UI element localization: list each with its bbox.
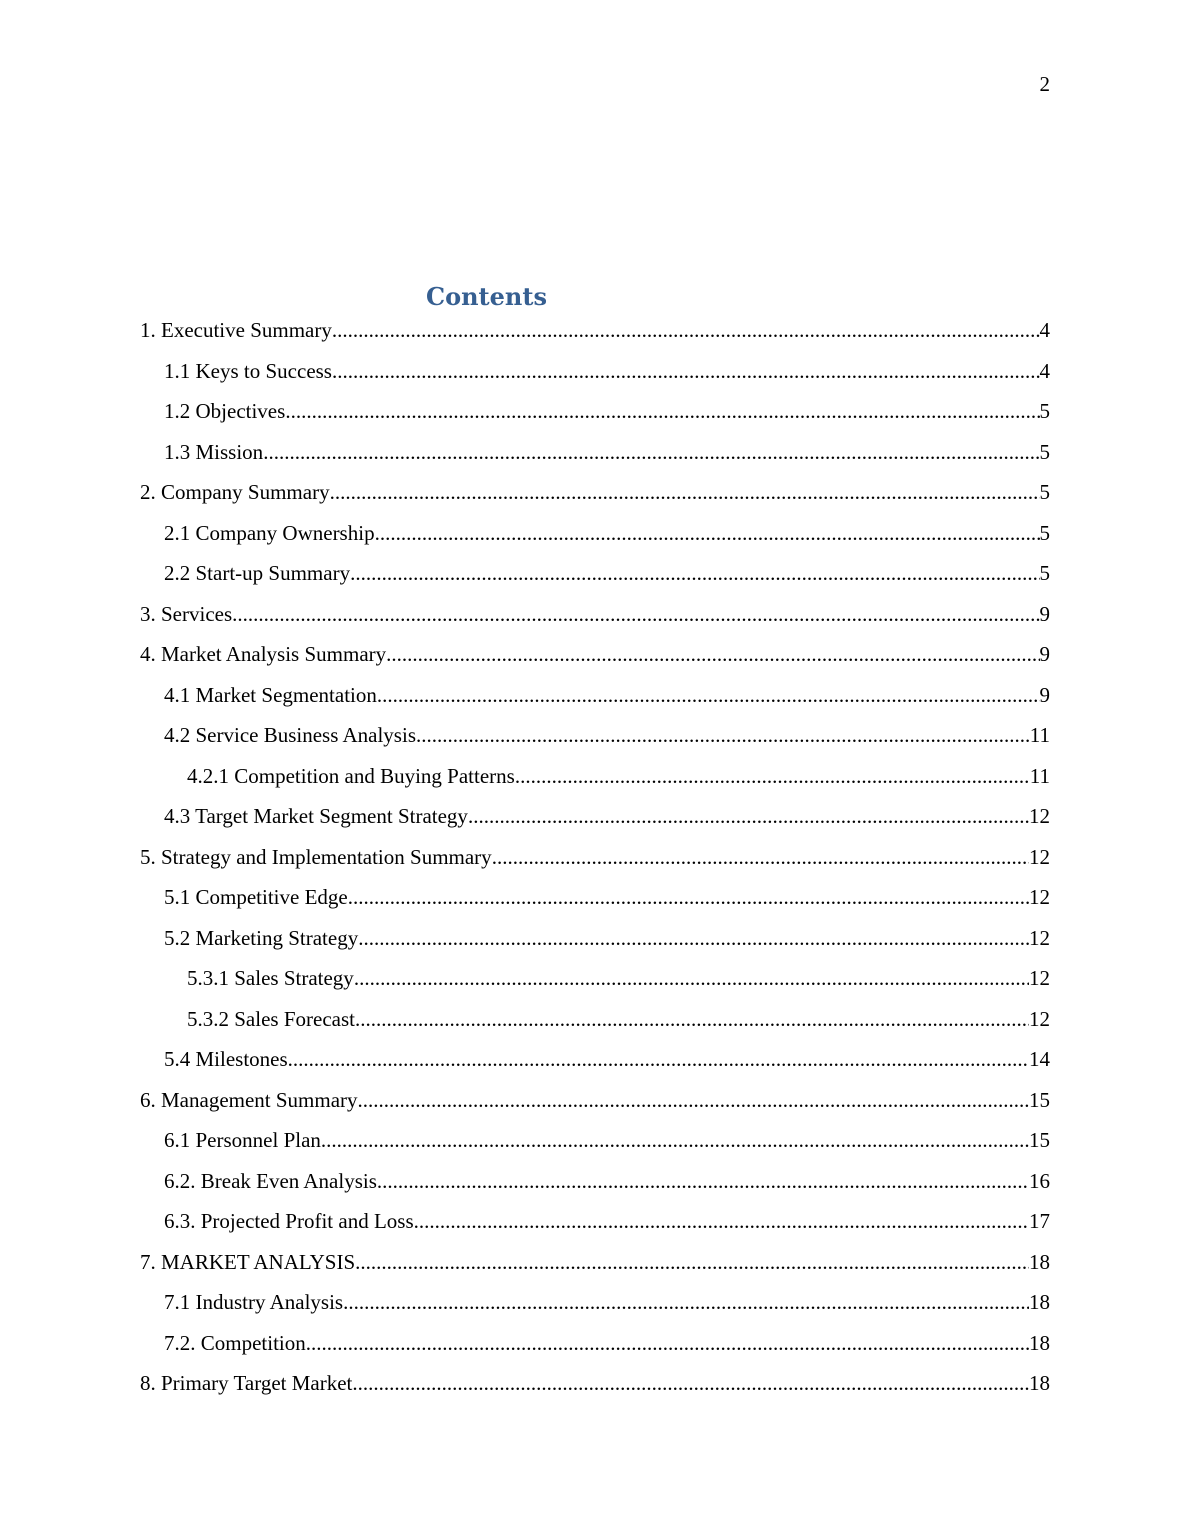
toc-entry-label[interactable]: 2. Company Summary — [140, 480, 330, 504]
toc-entry-page-number[interactable]: 9 — [1039, 642, 1050, 666]
toc-entry-page-number[interactable]: 4 — [1039, 318, 1050, 342]
toc-entry-page-number[interactable]: 5 — [1039, 439, 1050, 464]
toc-entry[interactable] — [140, 883, 1050, 924]
toc-entry-page-number[interactable]: 4 — [1039, 358, 1050, 383]
toc-dot-leader — [354, 964, 1029, 992]
toc-entry-page-number[interactable]: 12 — [1029, 804, 1050, 828]
toc-entry-label[interactable]: 4.2.1 Competition and Buying Patterns — [187, 763, 515, 788]
toc-entry[interactable] — [140, 1126, 1050, 1167]
toc-entry[interactable] — [140, 1288, 1050, 1329]
toc-entry-page-number[interactable]: 5 — [1039, 399, 1050, 423]
toc-entry-label[interactable]: 2.1 Company Ownership — [164, 520, 375, 545]
toc-entry-page-number[interactable]: 12 — [1029, 885, 1050, 909]
toc-entry[interactable] — [140, 1369, 1050, 1410]
toc-entry-page-number[interactable]: 18 — [1029, 1290, 1050, 1314]
toc-entry-page-number[interactable]: 15 — [1029, 1087, 1050, 1112]
toc-entry-page-number[interactable]: 17 — [1029, 1209, 1050, 1233]
toc-dot-leader — [232, 600, 1039, 628]
toc-entry[interactable] — [140, 721, 1050, 762]
toc-entry-page-number[interactable]: 18 — [1029, 1249, 1050, 1274]
toc-dot-leader — [416, 721, 1030, 749]
toc-entry-label[interactable]: 6.3. Projected Profit and Loss — [164, 1209, 414, 1233]
toc-entry-label[interactable]: 5.3.1 Sales Strategy — [187, 966, 354, 990]
toc-entry[interactable] — [140, 519, 1050, 560]
toc-dot-leader — [332, 357, 1040, 385]
toc-entry[interactable] — [140, 357, 1050, 398]
toc-entry-label[interactable]: 1.2 Objectives — [164, 399, 286, 423]
toc-entry[interactable] — [140, 559, 1050, 600]
toc-entry-label[interactable]: 7.2. Competition — [164, 1330, 306, 1355]
toc-entry-page-number[interactable]: 11 — [1029, 763, 1050, 788]
toc-entry-page-number[interactable]: 12 — [1029, 1006, 1050, 1031]
toc-entry[interactable] — [140, 802, 1050, 843]
toc-dot-leader — [348, 883, 1029, 911]
toc-entry-page-number[interactable]: 12 — [1029, 844, 1050, 869]
toc-entry[interactable] — [140, 681, 1050, 722]
toc-entry-label[interactable]: 5.2 Marketing Strategy — [164, 925, 359, 950]
toc-dot-leader — [350, 559, 1039, 587]
toc-entry[interactable] — [140, 1167, 1050, 1208]
toc-entry-page-number[interactable]: 9 — [1039, 601, 1050, 626]
toc-dot-leader — [492, 843, 1029, 871]
toc-entry[interactable] — [140, 438, 1050, 479]
toc-dot-leader — [352, 1369, 1029, 1397]
toc-entry-label[interactable]: 5.4 Milestones — [164, 1047, 288, 1071]
toc-dot-leader — [306, 1329, 1029, 1357]
toc-entry-page-number[interactable]: 16 — [1029, 1168, 1050, 1193]
toc-entry-label[interactable]: 6. Management Summary — [140, 1087, 358, 1112]
toc-entry[interactable] — [140, 1005, 1050, 1046]
toc-entry[interactable] — [140, 397, 1050, 438]
toc-dot-leader — [375, 519, 1040, 547]
toc-entry-label[interactable]: 4.1 Market Segmentation — [164, 682, 377, 707]
toc-dot-leader — [321, 1126, 1029, 1154]
toc-entry-page-number[interactable]: 18 — [1029, 1371, 1050, 1395]
toc-dot-leader — [386, 640, 1039, 668]
toc-title: Contents — [426, 282, 547, 311]
toc-dot-leader — [288, 1045, 1029, 1073]
toc-entry-label[interactable]: 6.2. Break Even Analysis — [164, 1168, 377, 1193]
toc-entry[interactable] — [140, 924, 1050, 965]
toc-entry-page-number[interactable]: 18 — [1029, 1330, 1050, 1355]
toc-dot-leader — [358, 924, 1029, 952]
toc-entry-label[interactable]: 5.1 Competitive Edge — [164, 885, 348, 909]
toc-dot-leader — [377, 1167, 1029, 1195]
toc-entry[interactable] — [140, 1248, 1050, 1289]
toc-entry[interactable] — [140, 478, 1050, 519]
toc-entry-label[interactable]: 4.2 Service Business Analysis — [164, 723, 416, 747]
toc-entry[interactable] — [140, 640, 1050, 681]
toc-entry-label[interactable]: 6.1 Personnel Plan — [164, 1128, 321, 1152]
toc-entry-label[interactable]: 3. Services — [140, 601, 233, 626]
toc-entry[interactable] — [140, 843, 1050, 884]
toc-dot-leader — [414, 1207, 1029, 1235]
toc-entry-page-number[interactable]: 5 — [1039, 561, 1050, 585]
toc-dot-leader — [330, 478, 1040, 506]
toc-entry[interactable] — [140, 1086, 1050, 1127]
toc-entry-label[interactable]: 1. Executive Summary — [140, 318, 332, 342]
toc-entry-page-number[interactable]: 5 — [1039, 480, 1050, 504]
toc-dot-leader — [343, 1288, 1029, 1316]
toc-entry-page-number[interactable]: 15 — [1029, 1128, 1050, 1152]
toc-entry[interactable] — [140, 1207, 1050, 1248]
toc-entry-label[interactable]: 2.2 Start-up Summary — [164, 561, 351, 585]
toc-dot-leader — [263, 438, 1039, 466]
toc-entry[interactable] — [140, 1045, 1050, 1086]
table-of-contents — [140, 316, 1050, 1410]
toc-dot-leader — [355, 1005, 1029, 1033]
toc-entry-label[interactable]: 5. Strategy and Implementation Summary — [140, 844, 492, 869]
toc-dot-leader — [332, 316, 1040, 344]
toc-dot-leader — [355, 1248, 1029, 1276]
toc-dot-leader — [515, 762, 1030, 790]
toc-entry[interactable] — [140, 316, 1050, 357]
toc-entry-page-number[interactable]: 14 — [1029, 1047, 1050, 1071]
toc-entry-page-number[interactable]: 12 — [1029, 925, 1050, 950]
toc-entry-page-number[interactable]: 11 — [1029, 723, 1050, 747]
toc-entry[interactable] — [140, 964, 1050, 1005]
toc-entry[interactable] — [140, 762, 1050, 803]
toc-entry-label[interactable]: 7.1 Industry Analysis — [164, 1290, 344, 1314]
page-number: 2 — [1039, 72, 1050, 96]
toc-dot-leader — [468, 802, 1029, 830]
toc-entry-label[interactable]: 4.3 Target Market Segment Strategy — [164, 804, 468, 828]
toc-entry[interactable] — [140, 600, 1050, 641]
toc-entry-label[interactable]: 5.3.2 Sales Forecast — [187, 1006, 355, 1031]
toc-entry-page-number[interactable]: 9 — [1039, 682, 1050, 707]
toc-entry-label[interactable]: 8. Primary Target Market — [140, 1371, 353, 1395]
toc-entry-label[interactable]: 7. MARKET ANALYSIS — [140, 1249, 356, 1274]
toc-entry-label[interactable]: 1.3 Mission — [164, 439, 264, 464]
toc-entry[interactable] — [140, 1329, 1050, 1370]
toc-entry-label[interactable]: 4. Market Analysis Summary — [140, 642, 387, 666]
toc-dot-leader — [377, 681, 1040, 709]
toc-dot-leader — [285, 397, 1039, 425]
toc-entry-page-number[interactable]: 5 — [1039, 520, 1050, 545]
toc-entry-page-number[interactable]: 12 — [1029, 966, 1050, 990]
toc-dot-leader — [358, 1086, 1029, 1114]
toc-entry-label[interactable]: 1.1 Keys to Success — [164, 358, 332, 383]
